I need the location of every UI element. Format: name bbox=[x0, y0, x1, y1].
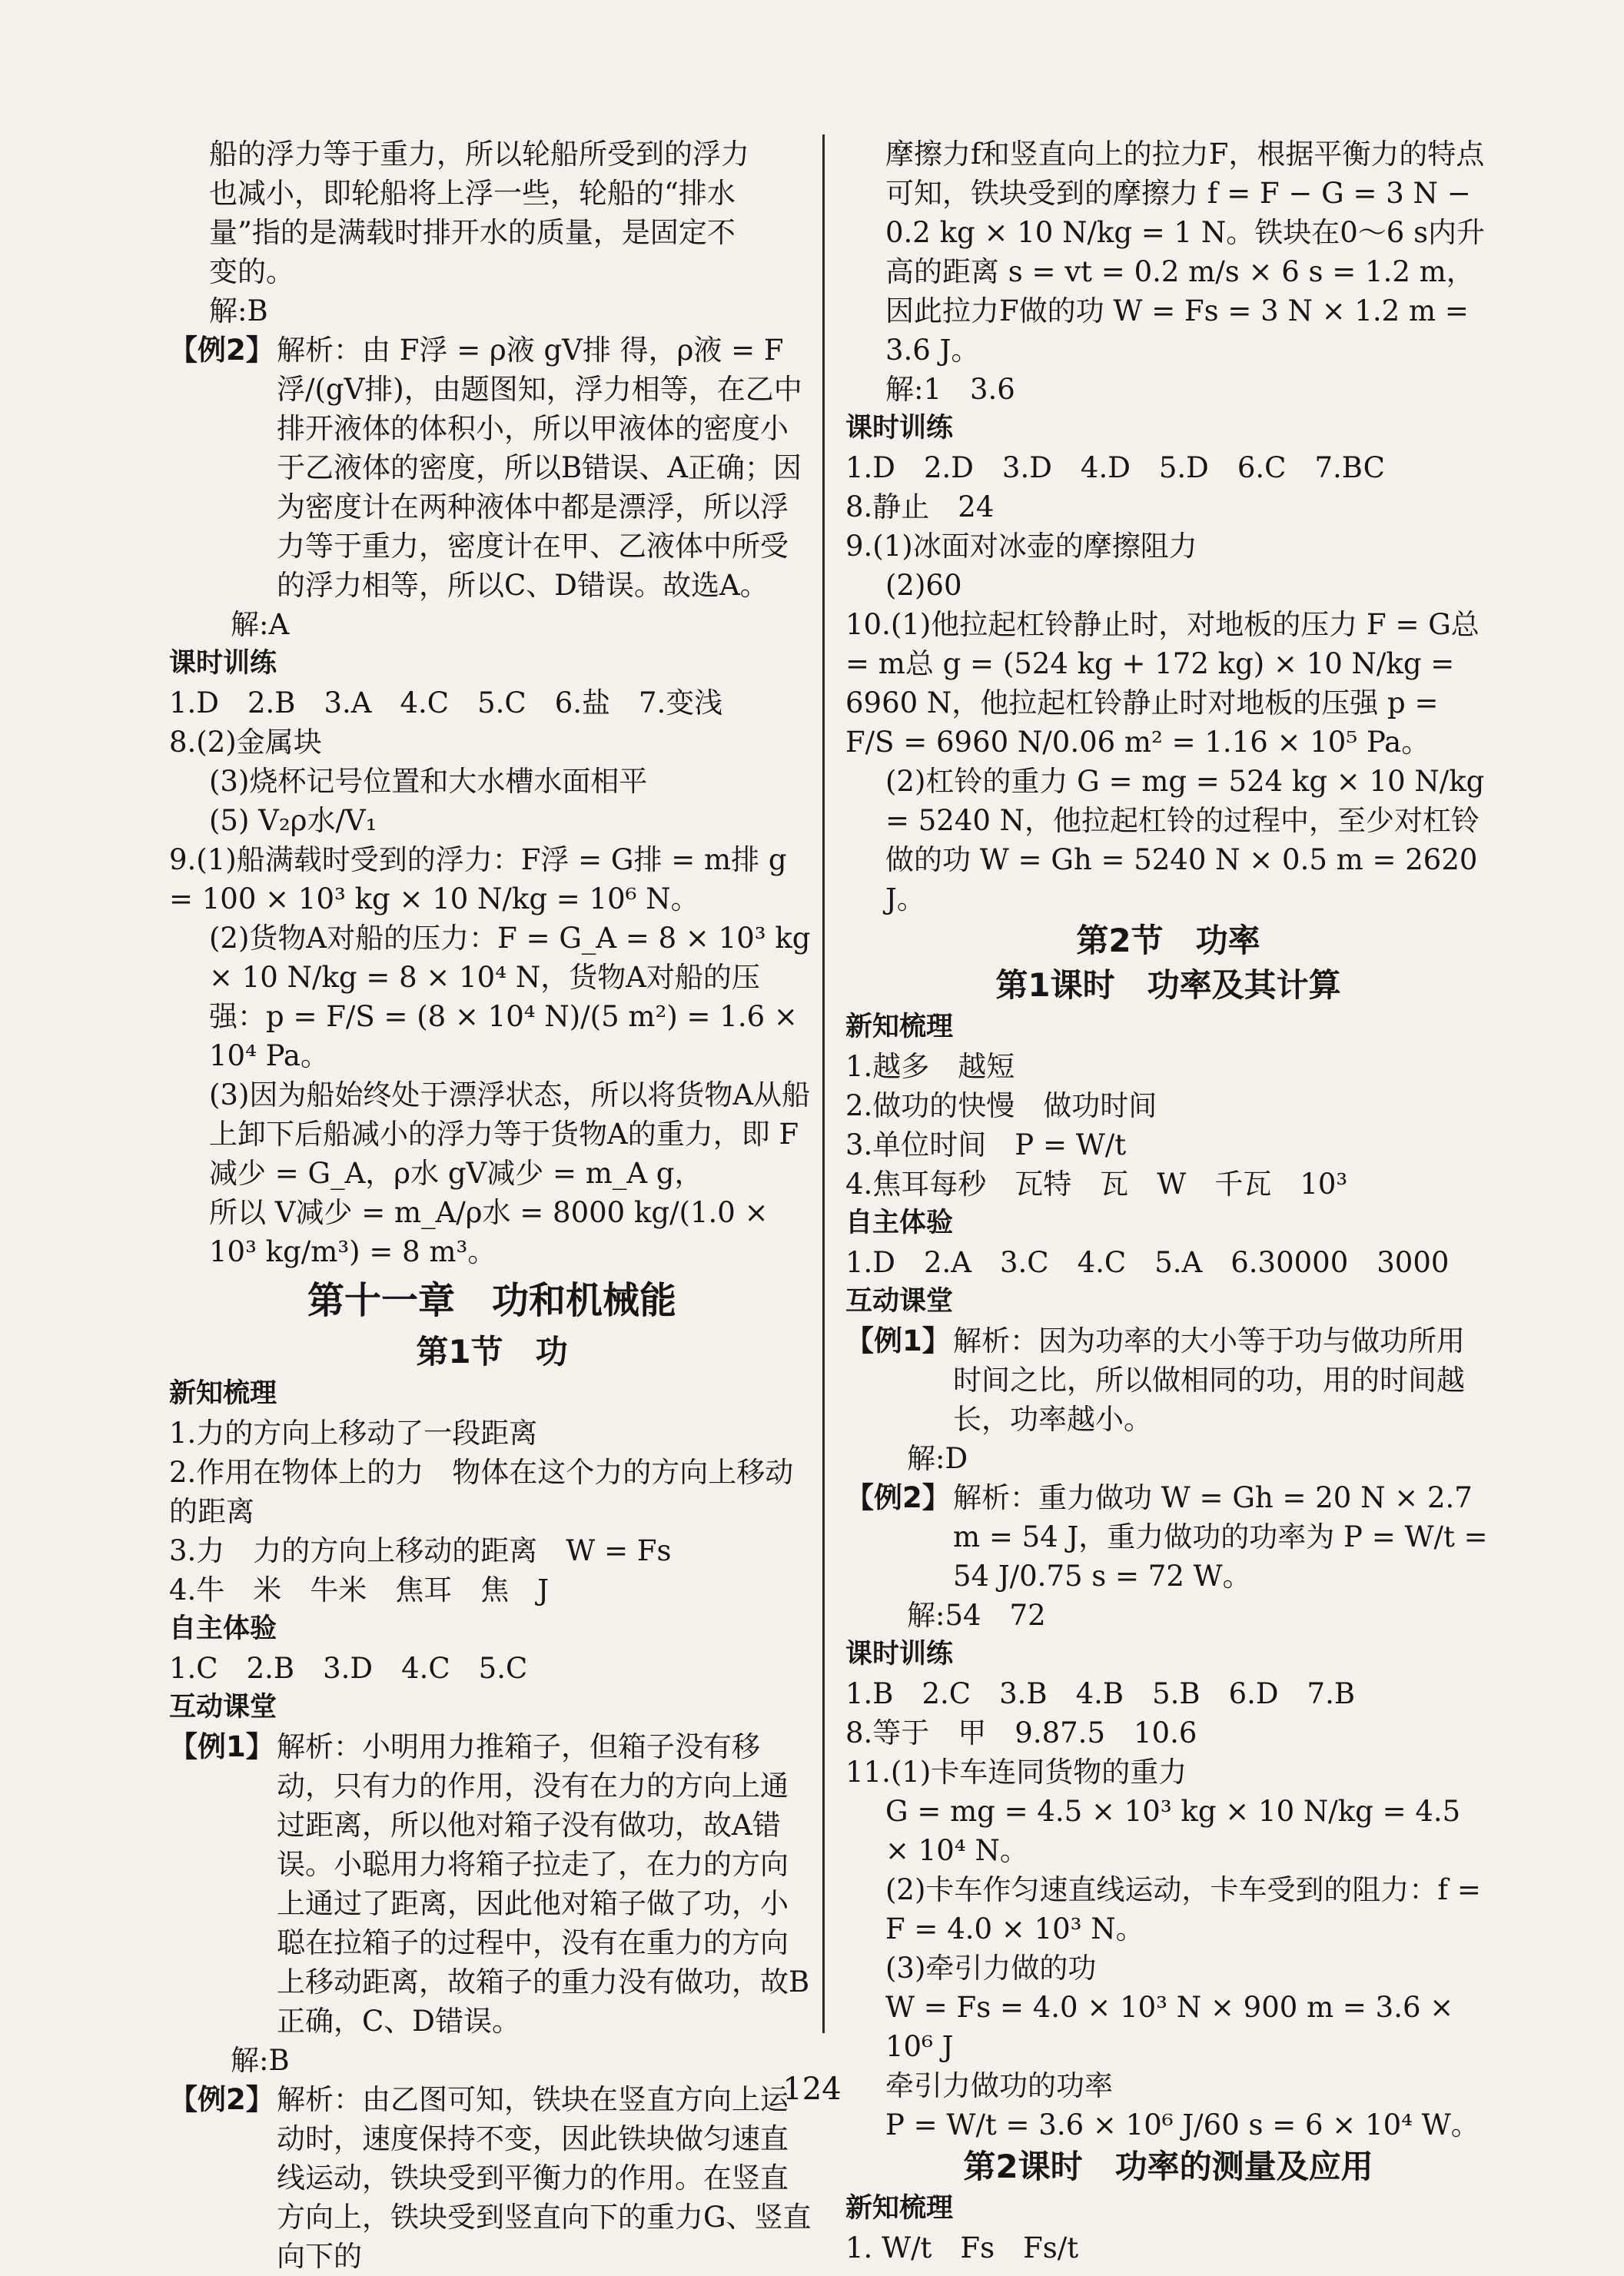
text-line: 3.力 力的方向上移动的距离 W = Fs bbox=[169, 1534, 672, 1567]
section-title: 第2节 功率 bbox=[1076, 922, 1260, 959]
text-line: 1.C 2.B 3.D 4.C 5.C bbox=[169, 1652, 528, 1685]
answer-line: 解:B bbox=[231, 2044, 290, 2077]
section-title: 第1课时 功率及其计算 bbox=[995, 966, 1341, 1004]
section-heading: 自主体验 bbox=[845, 1208, 954, 1238]
chapter-title: 第十一章 功和机械能 bbox=[307, 1279, 676, 1322]
text-line: (2)杠铃的重力 G = mg = 524 kg × 10 N/kg = 5240 N，他拉起杠铃的过程中，至少对杠铃做的功 W = Gh = 5240 N × 0.5 m = 2620 J。 bbox=[885, 765, 1485, 915]
example-text: 解析：重力做功 W = Gh = 20 N × 2.7 m = 54 J，重力做功的功率为 P = W/t = 54 J/0.75 s = 72 W。 bbox=[953, 1481, 1488, 1593]
example-text: 解析：因为功率的大小等于功与做功所用时间之比，所以做相同的功，用的时间越长，功率越小。 bbox=[953, 1324, 1465, 1436]
text-line: 9.(1)船满载时受到的浮力：F浮 = G排 = m排 g = 100 × 10³ kg × 10 N/kg = 10⁶ N。 bbox=[169, 843, 787, 915]
text-line: 解:B bbox=[209, 294, 268, 327]
text-line: 牵引力做功的功率 bbox=[885, 2069, 1113, 2102]
section-heading: 课时训练 bbox=[169, 648, 277, 679]
page-number: 124 bbox=[782, 2072, 842, 2107]
text-line: P = W/t = 3.6 × 10⁶ J/60 s = 6 × 10⁴ W。 bbox=[885, 2108, 1480, 2141]
section-heading: 互动课堂 bbox=[845, 1286, 954, 1317]
section-heading: 新知梳理 bbox=[845, 2193, 954, 2224]
text-line: 所以 V减少 = m_A/ρ水 = 8000 kg/(1.0 × 10³ kg/m³) = 8 m³。 bbox=[209, 1196, 769, 1268]
text-line: 10.(1)他拉起杠铃静止时，对地板的压力 F = G总 = m总 g = (524 kg + 172 kg) × 10 N/kg = 6960 N，他拉起杠铃静止时对地板的压强 p = F/S = 6960 N/0.06 m² = 1.16 × 10⁵ Pa。 bbox=[845, 608, 1480, 759]
answer-line: 解:D bbox=[907, 1442, 968, 1475]
example-block bbox=[845, 1478, 1491, 1596]
text-line: 船的浮力等于重力，所以轮船所受到的浮力 bbox=[209, 138, 749, 171]
example-tag: 【例2】 bbox=[845, 1481, 951, 1514]
section-heading: 互动课堂 bbox=[169, 1692, 277, 1723]
text-line: 1.D 2.A 3.C 4.C 5.A 6.30000 3000 bbox=[845, 1246, 1450, 1279]
text-line: 8.静止 24 bbox=[845, 490, 995, 523]
text-line: 摩擦力f和竖直向上的拉力F，根据平衡力的特点可知，铁块受到的摩擦力 f = F − G = 3 N − 0.2 kg × 10 N/kg = 1 N。铁块在0～6 s内升高的距离 s = vt = 0.2 m/s × 6 s = 1.2 m，因此拉力F做的功 W = Fs = 3 N × 1.2 m = 3.6 J。 bbox=[885, 138, 1486, 367]
example-tag: 【例1】 bbox=[169, 1730, 274, 1763]
text-line: (2)货物A对船的压力：F = G_A = 8 × 10³ kg × 10 N/kg = 8 × 10⁴ N，货物A对船的压强：p = F/S = (8 × 10⁴ N)/(5 m²) = 1.6 × 10⁴ Pa。 bbox=[209, 922, 811, 1072]
text-line: 1.越多 越短 bbox=[845, 1050, 1015, 1083]
text-line: 1.力的方向上移动了一段距离 bbox=[169, 1417, 538, 1450]
example-text: 解析：由乙图可知，铁块在竖直方向上运动时，速度保持不变，因此铁块做匀速直线运动，铁块受到平衡力的作用。在竖直方向上，铁块受到竖直向下的重力G、竖直向下的 bbox=[277, 2083, 812, 2273]
text-line: (3)烧杯记号位置和大水槽水面相平 bbox=[209, 765, 648, 798]
text-line: 8.(2)金属块 bbox=[169, 726, 322, 759]
example-block bbox=[169, 2080, 815, 2276]
text-line: 1.D 2.D 3.D 4.D 5.D 6.C 7.BC bbox=[845, 451, 1385, 484]
text-line: 2.作用在物体上的力 物体在这个力的方向上移动的距离 bbox=[169, 1456, 794, 1528]
example-tag: 【例2】 bbox=[169, 334, 274, 367]
section-title: 第2课时 功率的测量及应用 bbox=[963, 2148, 1373, 2185]
text-line: 也减小，即轮船将上浮一些，轮船的“排水 bbox=[209, 177, 736, 210]
text-line: (3)牵引力做的功 bbox=[885, 1952, 1097, 1985]
text-line: (2)卡车作匀速直线运动，卡车受到的阻力：f = F = 4.0 × 10³ N。 bbox=[885, 1873, 1481, 1945]
text-line: 11.(1)卡车连同货物的重力 bbox=[845, 1756, 1187, 1789]
text-line: 解:1 3.6 bbox=[885, 373, 1015, 406]
text-line: W = Fs = 4.0 × 10³ N × 900 m = 3.6 × 10⁶ J bbox=[885, 1991, 1454, 2063]
left-column bbox=[169, 135, 815, 2276]
text-line: (3)因为船始终处于漂浮状态，所以将货物A从船上卸下后船减小的浮力等于货物A的重力，即 F减少 = G_A，ρ水 gV减少 = m_A g， bbox=[209, 1078, 811, 1190]
text-line: 1.B 2.C 3.B 4.B 5.B 6.D 7.B bbox=[845, 1677, 1356, 1710]
example-text: 解析：小明用力推箱子，但箱子没有移动，只有力的作用，没有在力的方向上通过距离，所以他对箱子没有做功，故A错误。小聪用力将箱子拉走了，在力的方向上通过了距离，因此他对箱子做了功，小聪在拉箱子的过程中，没有在重力的方向上移动距离，故箱子的重力没有做功，故B正确，C、D错误。 bbox=[277, 1730, 810, 2038]
text-line: 8.等于 甲 9.87.5 10.6 bbox=[845, 1716, 1197, 1749]
column-divider bbox=[822, 135, 825, 2033]
text-line: 1.D 2.B 3.A 4.C 5.C 6.盐 7.变浅 bbox=[169, 686, 723, 719]
text-line: (2)60 bbox=[885, 569, 962, 602]
example-block bbox=[169, 331, 815, 605]
example-text: 解析：由 F浮 = ρ液 gV排 得，ρ液 = F浮/(gV排)，由题图知，浮力相等，在乙中排开液体的体积小，所以甲液体的密度小于乙液体的密度，所以B错误、A正确；因为密度计在两种液体中都是漂浮，所以浮力等于重力，密度计在甲、乙液体中所受的浮力相等，所以C、D错误。故选A。 bbox=[277, 334, 802, 602]
text-line: 1. W/t Fs Fs/t bbox=[845, 2231, 1079, 2264]
example-block bbox=[169, 1727, 815, 2041]
text-line: 3.单位时间 P = W/t bbox=[845, 1128, 1127, 1161]
text-line: 9.(1)冰面对冰壶的摩擦阻力 bbox=[845, 530, 1197, 563]
section-title: 第1节 功 bbox=[416, 1333, 568, 1371]
text-line: 变的。 bbox=[209, 255, 294, 288]
text-line: 量”指的是满载时排开水的质量，是固定不 bbox=[209, 216, 736, 249]
text-line: G = mg = 4.5 × 10³ kg × 10 N/kg = 4.5 × 10⁴ N。 bbox=[885, 1795, 1461, 1867]
section-heading: 新知梳理 bbox=[845, 1012, 954, 1042]
section-heading: 课时训练 bbox=[845, 413, 954, 444]
section-heading: 自主体验 bbox=[169, 1613, 277, 1644]
example-tag: 【例1】 bbox=[845, 1324, 951, 1357]
text-line: 4.牛 米 牛米 焦耳 焦 J bbox=[169, 1573, 550, 1606]
example-tag: 【例2】 bbox=[169, 2083, 274, 2116]
example-block bbox=[845, 1321, 1491, 1439]
text-line: (5) V₂ρ水/V₁ bbox=[209, 804, 377, 837]
section-heading: 课时训练 bbox=[845, 1639, 954, 1670]
section-heading: 新知梳理 bbox=[169, 1378, 277, 1409]
text-line: 2.做功的快慢 做功时间 bbox=[845, 1089, 1157, 1122]
text-line: 4.焦耳每秒 瓦特 瓦 W 千瓦 10³ bbox=[845, 1168, 1348, 1201]
right-column bbox=[845, 135, 1491, 2268]
answer-line: 解:54 72 bbox=[907, 1599, 1046, 1632]
answer-line: 解:A bbox=[231, 608, 290, 641]
